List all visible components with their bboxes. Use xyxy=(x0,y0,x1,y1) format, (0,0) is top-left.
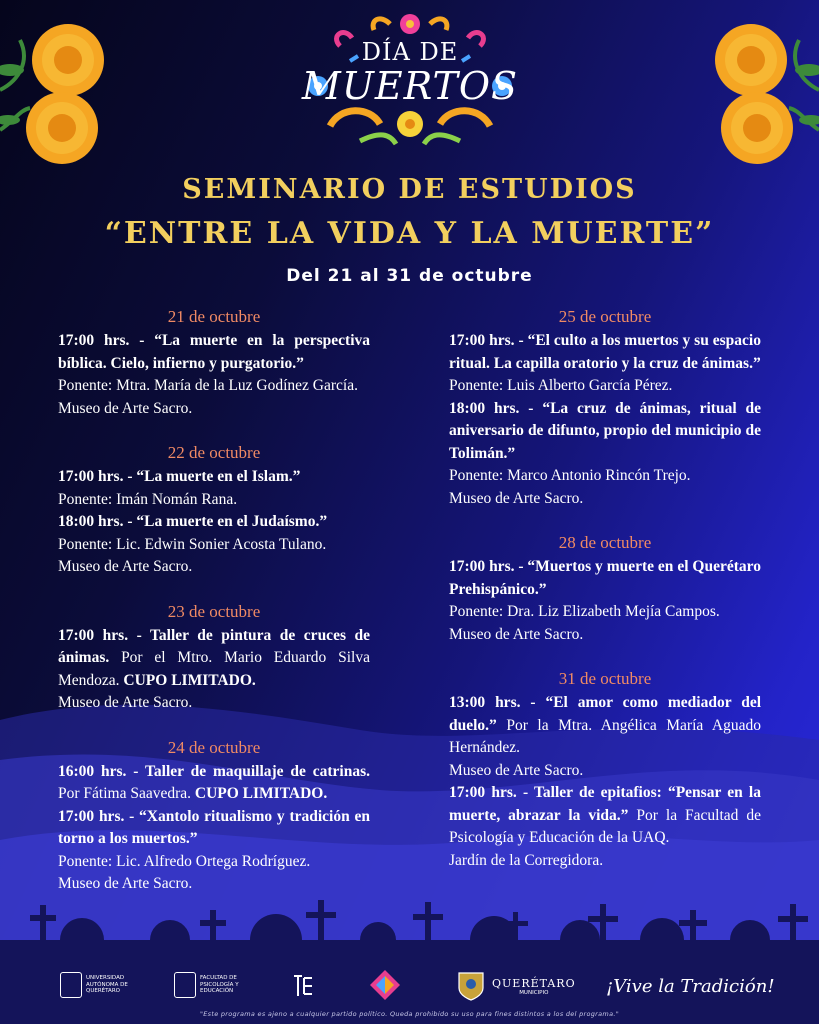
day-31 xyxy=(449,668,761,872)
event-venue: Museo de Arte Sacro. xyxy=(58,875,193,892)
uaq-shield-icon xyxy=(60,972,82,998)
marigold-right-icon xyxy=(707,20,819,170)
logo-line-1: DÍA DE xyxy=(361,38,459,66)
event-title: 17:00 hrs. - “El culto a los muertos y su espacio ritual. La capilla oratorio y la cruz de ánimas.” xyxy=(449,332,761,372)
event-title: 18:00 hrs. - “La muerte en el Judaísmo.” xyxy=(58,513,328,530)
event-speaker: Ponente: Dra. Liz Elizabeth Mejía Campos. xyxy=(449,603,720,620)
fpe-logo: FACULTAD DE PSICOLOGÍA Y EDUCACIÓN xyxy=(174,972,252,998)
event-description: 17:00 hrs. - Taller de epitafios: “Pensar en la muerte, abrazar la vida.” Por la Facultad de Psicología y Educación de la UAQ. xyxy=(449,784,761,846)
event-venue: Museo de Arte Sacro. xyxy=(449,625,584,643)
event-venue: Jardín de la Corregidora. xyxy=(449,851,604,869)
dia-de-muertos-logo xyxy=(300,6,520,156)
event-speaker: Ponente: Imán Nomán Rana. xyxy=(58,490,238,508)
logo-line-2: MUERTOS xyxy=(301,64,519,108)
day-21 xyxy=(58,306,370,420)
event-speaker: Ponente: Luis Alberto García Pérez. xyxy=(449,377,673,394)
day-22 xyxy=(58,442,370,579)
event-speaker: Ponente: Mtra. María de la Luz Godínez García. xyxy=(58,377,358,394)
event-venue: Museo de Arte Sacro. xyxy=(449,489,584,507)
sponsor-footer xyxy=(0,966,819,1006)
event-title: 17:00 hrs. - “Muertos y muerte en el Querétaro Prehispánico.” xyxy=(449,558,761,598)
event-description: 16:00 hrs. - Taller de maquillaje de catrinas. Por Fátima Saavedra. CUPO LIMITADO. xyxy=(58,762,370,802)
vive-la-tradicion: ¡Vive la Tradición! xyxy=(606,976,775,997)
event-speaker: Ponente: Lic. Edwin Sonier Acosta Tulano. xyxy=(58,535,327,553)
event-venue: Museo de Arte Sacro. xyxy=(58,399,193,417)
day-25 xyxy=(449,306,761,510)
day-heading: 28 de octubre xyxy=(558,533,652,552)
day-heading: 23 de octubre xyxy=(167,601,261,621)
event-venue: Museo de Arte Sacro. xyxy=(58,558,193,575)
queretaro-logo: QUERÉTARO MUNICIPIO xyxy=(456,970,576,1002)
disclaimer: "Este programa es ajeno a cualquier partido político. Queda prohibido su uso para fines distintos a los del programa." xyxy=(199,1010,620,1018)
seminar-mark-icon xyxy=(290,972,316,1000)
page-title-line-1: SEMINARIO DE ESTUDIOS xyxy=(182,174,637,205)
event-title: 17:00 hrs. - “Xantolo ritualismo y tradición en torno a los muertos.” xyxy=(58,807,370,847)
day-heading: 25 de octubre xyxy=(558,307,652,326)
day-heading: 24 de octubre xyxy=(167,737,261,757)
event-title: 17:00 hrs. - “La muerte en el Islam.” xyxy=(58,468,301,485)
event-venue: Museo de Arte Sacro. xyxy=(449,761,584,779)
schedule-left-column xyxy=(58,306,370,918)
colorful-emblem-icon xyxy=(368,968,402,1002)
event-speaker: Ponente: Lic. Alfredo Ortega Rodríguez. xyxy=(58,852,311,870)
marigold-left-icon xyxy=(0,20,112,170)
day-heading: 21 de octubre xyxy=(167,307,261,326)
queretaro-crest-icon xyxy=(456,970,486,1002)
event-speaker: Ponente: Marco Antonio Rincón Trejo. xyxy=(449,467,691,484)
day-24 xyxy=(58,737,370,896)
event-venue: Museo de Arte Sacro. xyxy=(58,694,193,711)
event-title: 18:00 hrs. - “La cruz de ánimas, ritual de aniversario de difunto, propio del municipio de Tolimán.” xyxy=(449,399,761,462)
uaq-logo: UNIVERSIDAD AUTÓNOMA DE QUERÉTARO xyxy=(60,972,138,998)
fpe-shield-icon xyxy=(174,972,196,998)
day-23 xyxy=(58,601,370,715)
day-heading: 31 de octubre xyxy=(558,669,652,688)
day-heading: 22 de octubre xyxy=(167,443,261,462)
date-range: Del 21 al 31 de octubre xyxy=(286,266,533,286)
day-28 xyxy=(449,532,761,646)
event-description: 13:00 hrs. - “El amor como mediador del duelo.” Por la Mtra. Angélica María Aguado Hernández. xyxy=(449,694,761,756)
event-description: 17:00 hrs. - Taller de pintura de cruces de ánimas. Por el Mtro. Mario Eduardo Silva Mendoza. CUPO LIMITADO. xyxy=(58,626,370,689)
page-title-line-2: “ENTRE LA VIDA Y LA MUERTE” xyxy=(104,216,715,251)
event-title: 17:00 hrs. - “La muerte en la perspectiva bíblica. Cielo, infierno y purgatorio.” xyxy=(58,332,370,372)
schedule-right-column xyxy=(449,306,761,894)
